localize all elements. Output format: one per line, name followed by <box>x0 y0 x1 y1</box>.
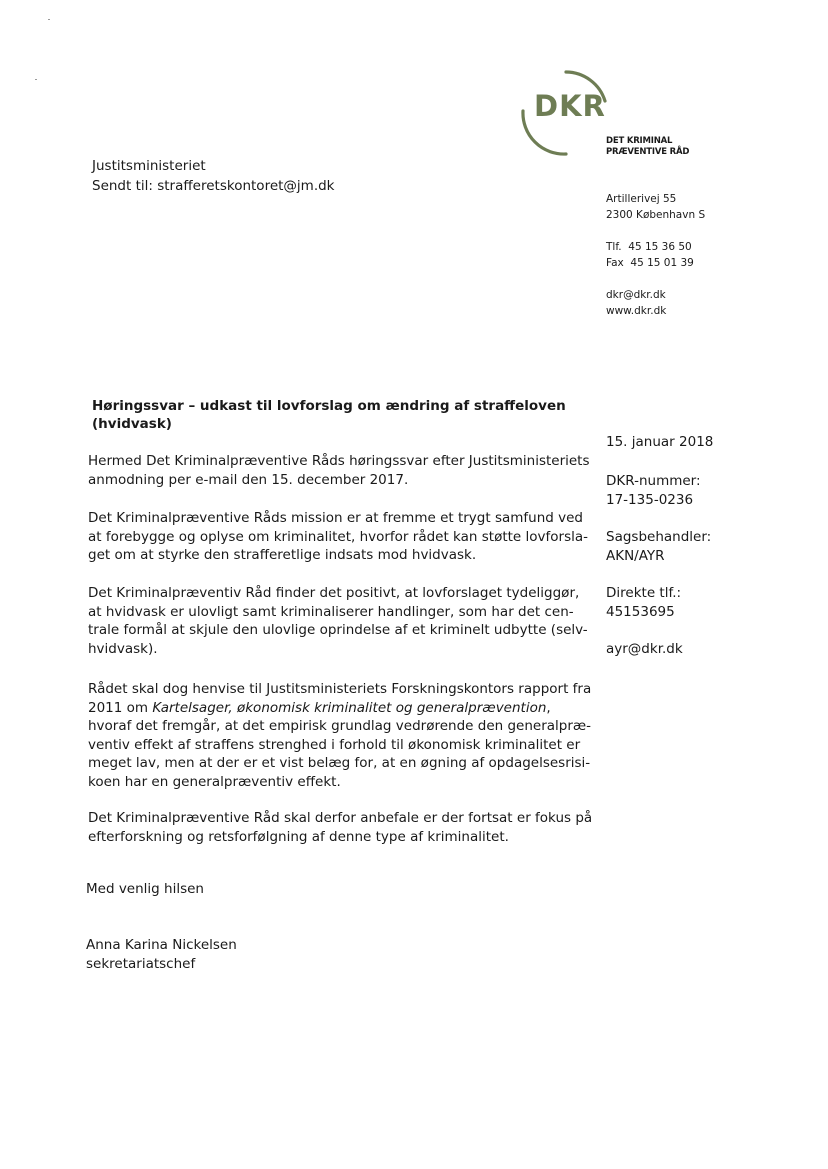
report-title: Kartelsager, økonomisk kriminalitet og generalprævention <box>152 699 547 716</box>
direct-phone-label: Direkte tlf.: <box>606 585 682 601</box>
paragraph-recommendation <box>88 809 593 846</box>
paragraph-text: , <box>546 699 551 716</box>
paragraph-intro <box>88 452 593 489</box>
signer-title: sekretariatschef <box>86 956 196 972</box>
paragraph-line: Det Kriminalpræventive Råds mission er at fremme et trygt samfund ved <box>88 510 583 526</box>
letter-date: 15. januar 2018 <box>606 434 714 450</box>
recipient-block <box>92 156 335 196</box>
letter-subject <box>92 397 572 433</box>
paragraph-line: hvidvask). <box>88 640 158 657</box>
scan-speck <box>35 79 37 80</box>
org-name-line-2: PRÆVENTIVE RÅD <box>606 147 690 157</box>
contact-phone-block <box>606 239 694 271</box>
paragraph-line: Rådet skal dog henvise til Justitsministeriets Forskningskontors rapport fra <box>88 681 592 697</box>
dkr-number-block <box>606 472 701 510</box>
paragraph-line: ventiv effekt af straffens strenghed i forhold til økonomisk kriminalitet er <box>88 736 581 753</box>
direct-phone-value: 45153695 <box>606 604 675 620</box>
paragraph-text: 2011 om <box>88 699 153 716</box>
handler-email-link[interactable]: ayr@dkr.dk <box>606 641 683 657</box>
dkr-number-label: DKR-nummer: <box>606 473 701 489</box>
signature-block <box>86 936 237 974</box>
contact-fax: Fax 45 15 01 39 <box>606 257 694 269</box>
contact-phone: Tlf. 45 15 36 50 <box>606 241 692 253</box>
paragraph-line: meget lav, men at der er et vist belæg for, at en øgning af opdagelsesrisi- <box>88 755 591 772</box>
paragraph-line: hvoraf det fremgår, at det empirisk grundlag vedrørende den generalpræ- <box>88 718 592 735</box>
scan-speck <box>48 19 50 20</box>
recipient-name: Justitsministeriet <box>92 158 206 174</box>
paragraph-mission <box>88 509 593 565</box>
paragraph-line: anmodning per e-mail den 15. december 2017. <box>88 471 409 488</box>
paragraph-positive <box>88 584 593 658</box>
organization-name <box>606 136 689 158</box>
paragraph-line-with-title <box>88 699 593 718</box>
paragraph-line: Det Kriminalpræventive Råd skal derfor anbefale er der fortsat er fokus på <box>88 810 593 826</box>
signer-name: Anna Karina Nickelsen <box>86 937 237 953</box>
subject-line-1: Høringssvar – udkast til lovforslag om ændring af straffeloven <box>92 398 566 414</box>
contact-website-link[interactable]: www.dkr.dk <box>606 305 667 317</box>
logo-text: DKR <box>534 89 606 123</box>
paragraph-line: koen har en generalpræventiv effekt. <box>88 773 341 790</box>
case-handler-label: Sagsbehandler: <box>606 529 712 545</box>
paragraph-research <box>88 680 593 792</box>
contact-address <box>606 191 705 223</box>
paragraph-line: trale formål at skjule den ulovlige oprindelse af et kriminelt udbytte (selv- <box>88 622 588 639</box>
contact-street: Artillerivej 55 <box>606 193 677 205</box>
case-handler-block <box>606 528 711 566</box>
org-name-line-1: DET KRIMINAL <box>606 136 673 146</box>
paragraph-line: Det Kriminalpræventiv Råd finder det positivt, at lovforslaget tydeliggør, <box>88 585 580 601</box>
paragraph-line: at hvidvask er ulovligt samt kriminaliserer handlinger, som har det cen- <box>88 603 574 620</box>
paragraph-line: get om at styrke den strafferetlige indsats mod hvidvask. <box>88 547 477 564</box>
paragraph-line: Hermed Det Kriminalpræventive Råds høringssvar efter Justitsministeriets <box>88 453 590 469</box>
dkr-number-value: 17-135-0236 <box>606 492 694 508</box>
closing-greeting: Med venlig hilsen <box>86 881 204 897</box>
case-handler-value: AKN/AYR <box>606 548 665 564</box>
direct-phone-block <box>606 584 681 622</box>
paragraph-line: efterforskning og retsforfølgning af denne type af kriminalitet. <box>88 828 509 845</box>
contact-web-block <box>606 287 666 319</box>
recipient-email: Sendt til: strafferetskontoret@jm.dk <box>92 178 335 194</box>
contact-city: 2300 København S <box>606 209 706 221</box>
subject-line-2: (hvidvask) <box>92 416 172 432</box>
paragraph-line: at forebygge og oplyse om kriminalitet, hvorfor rådet kan støtte lovforsla- <box>88 528 589 545</box>
contact-email-link[interactable]: dkr@dkr.dk <box>606 289 666 301</box>
